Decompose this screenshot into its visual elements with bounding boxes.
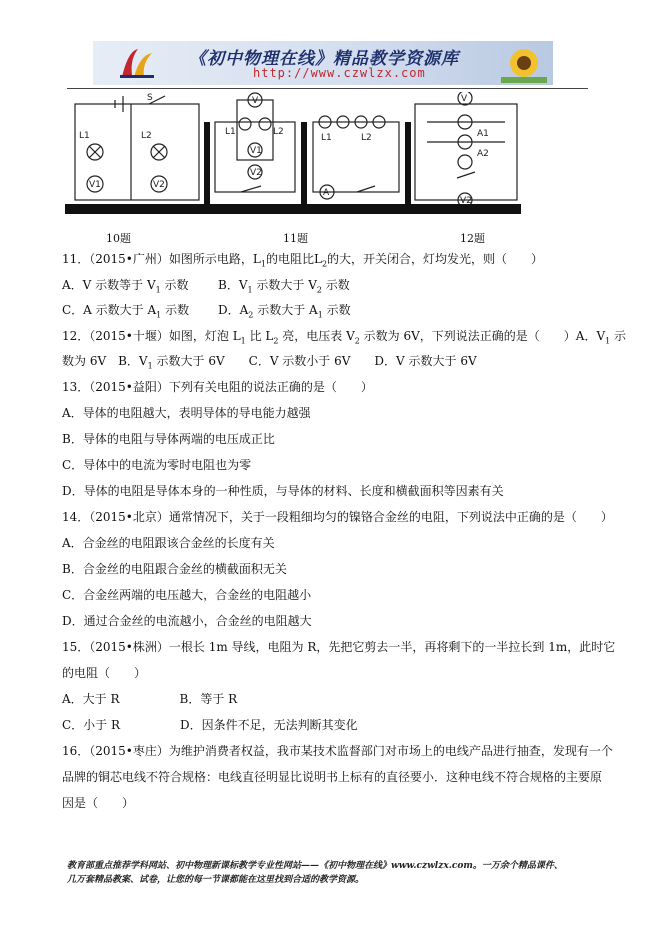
label-l1: L1 [79, 131, 90, 141]
label-fig12-l1: L1 [321, 133, 332, 143]
q16-stem-line2: 品牌的铜芯电线不符合规格：电线直径明显比说明书上标有的直径要小．这种电线不符合规格的主要原 [62, 770, 603, 784]
q13-option-b: B．导体的电阻与导体两端的电压成正比 [62, 432, 275, 446]
q11-option-b: B．$V_1$ 示数大于 $V_2$ 示数 [218, 278, 350, 295]
q11-option-a: A．V 示数等于 $V_1$ 示数 [62, 278, 189, 295]
footer-line1: 教育部重点推荐学科网站、初中物理新课标教学专业性网站——《初中物理在线》www.czwlzx.com。一万余个精品课件、 [67, 861, 563, 871]
label-v2: V2 [153, 180, 165, 190]
q12-stem-line2: 数为 6V B．$V_1$ 示数大于 6V C．V 示数小于 6V D．V 示数大于 6V [62, 354, 477, 371]
q14-option-d: D．通过合金丝的电流越小，合金丝的电阻越大 [62, 614, 312, 628]
label-fig11-v1: V1 [250, 146, 262, 156]
q13-stem: 13．（2015•益阳）下列有关电阻的说法正确的是（ ） [62, 380, 373, 394]
q12-stem-line1: 12．（2015•十堰）如图，灯泡 $L_1$ 比 $L_2$ 亮，电压表 $V_2$ 示数为 6V，下列说法正确的是（ ）A．$V_1$ 示 [62, 329, 627, 346]
label-fig12b-v: V [461, 94, 468, 104]
q11-option-c: C．A 示数大于 $A_1$ 示数 [62, 303, 190, 320]
footer-line2: 几万套精品教案、试卷，让您的每一节课都能在这里找到合适的教学资源。 [67, 875, 365, 885]
circuit-fig-12b [415, 92, 517, 207]
label-fig12b-v2: V2 [460, 196, 472, 206]
sunflower-icon [501, 43, 547, 83]
caption-10: 10题 [106, 232, 131, 245]
q11-option-d: D．$A_2$ 示数大于 $A_1$ 示数 [218, 303, 351, 320]
q14-stem: 14．（2015•北京）通常情况下，关于一段粗细均匀的镍铬合金丝的电阻，下列说法中正确的是（ ） [62, 510, 613, 524]
header-banner [93, 41, 553, 85]
label-fig12b-a1: A1 [477, 129, 489, 139]
q15-options-ab: A．大于 R B．等于 R [62, 692, 238, 706]
banner-url[interactable]: http://www.czwlzx.com [253, 66, 426, 80]
q15-options-cd: C．小于 R D．因条件不足，无法判断其变化 [62, 718, 358, 732]
q14-option-a: A．合金丝的电阻跟该合金丝的长度有关 [62, 536, 275, 550]
label-fig11-v2: V2 [250, 168, 262, 178]
label-fig11-v: V [252, 96, 259, 106]
q16-stem-line3: 因是（ ） [62, 796, 135, 810]
q13-option-a: A．导体的电阻越大，表明导体的导电能力越强 [62, 406, 311, 420]
circuit-fig-12 [313, 116, 399, 199]
label-fig11-l2: L2 [273, 127, 284, 137]
q14-option-b: B．合金丝的电阻跟合金丝的横截面积无关 [62, 562, 287, 576]
label-v1: V1 [89, 180, 101, 190]
circuit-figures [65, 92, 521, 216]
page-footer [67, 859, 597, 887]
label-fig12b-a2: A2 [477, 149, 489, 159]
banner-title: 《初中物理在线》精品教学资源库 [189, 49, 459, 69]
q15-stem-line2: 的电阻（ ） [62, 666, 147, 680]
q15-stem-line1: 15．（2015•株洲）一根长 1m 导线，电阻为 R，先把它剪去一半，再将剩下的一半拉长到 1m，此时它 [62, 640, 616, 654]
header-rule [67, 88, 588, 89]
q11-stem: 11．（2015•广州）如图所示电路，$L_1$的电阻比$L_2$的大，开关闭合，灯均发光，则（ ） [62, 252, 544, 269]
label-switch: S [147, 93, 153, 103]
q13-option-d: D．导体的电阻是导体本身的一种性质，与导体的材料、长度和横截面积等因素有关 [62, 484, 504, 498]
label-fig12-a: A [323, 188, 330, 198]
q13-option-c: C．导体中的电流为零时电阻也为零 [62, 458, 252, 472]
label-l2: L2 [141, 131, 152, 141]
caption-12: 12题 [460, 232, 485, 245]
site-logo-icon [120, 47, 154, 79]
label-fig12-l2: L2 [361, 133, 372, 143]
q16-stem-line1: 16．（2015•枣庄）为维护消费者权益，我市某技术监督部门对市场上的电线产品进行抽查，发现有一个 [62, 744, 613, 758]
caption-11: 11题 [283, 232, 308, 245]
label-fig11-l1: L1 [225, 127, 236, 137]
q14-option-c: C．合金丝两端的电压越大，合金丝的电阻越小 [62, 588, 312, 602]
